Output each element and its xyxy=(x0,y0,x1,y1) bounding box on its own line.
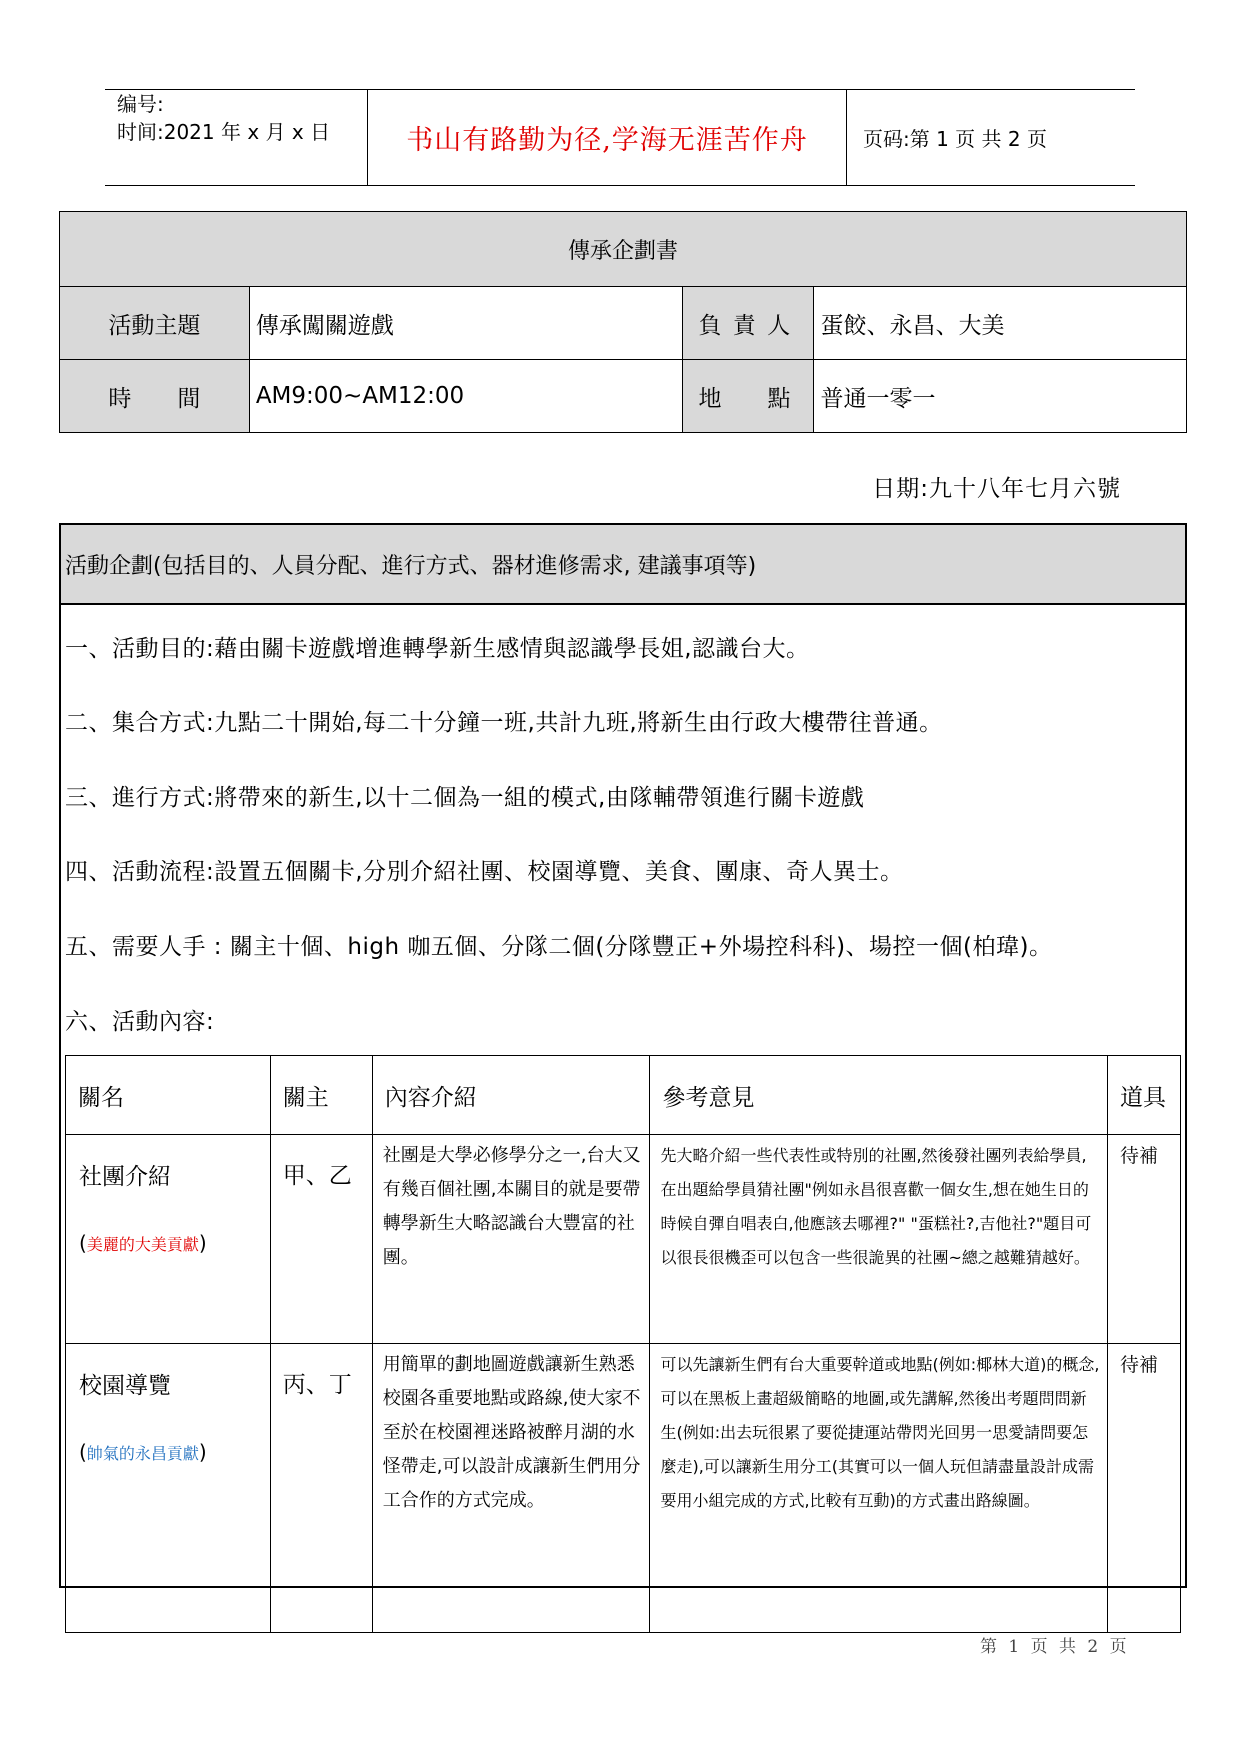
info-table xyxy=(59,211,1187,433)
time-label-cell: 時 間 xyxy=(60,360,250,433)
col-header-props: 道具 xyxy=(1108,1056,1181,1135)
station-name: 校園導覽 xyxy=(79,1373,171,1399)
plan-item: 六、活動內容: xyxy=(65,1009,215,1035)
activity-header-row xyxy=(66,1056,1181,1135)
time-label: 时间:2021 年 x 月 x 日 xyxy=(117,120,331,144)
station-cell xyxy=(66,1135,271,1344)
theme-value: 傳承闖關遊戲 xyxy=(249,287,682,360)
plan-item: 五、需要人手 : 關主十個、high 咖五個、分隊二個(分隊豐正+外場控科科)、場控一個(柏瑋)。 xyxy=(65,934,1053,960)
motto: 书山有路勤为径,学海无涯苦作舟 xyxy=(368,90,847,185)
contrib-open: ( xyxy=(79,1231,87,1255)
contrib-open: ( xyxy=(79,1440,87,1464)
place-value: 普通一零一 xyxy=(814,360,1187,433)
contributor-text: 帥氣的永昌貢獻 xyxy=(86,1444,199,1463)
page-footer: 第 1 页 共 2 页 xyxy=(980,1637,1130,1657)
header-meta xyxy=(105,90,368,185)
station-owner: 丙、丁 xyxy=(270,1344,372,1633)
owner-value: 蛋餃、永昌、大美 xyxy=(814,287,1187,360)
owner-label: 負 責 人 xyxy=(682,287,814,360)
table-row xyxy=(66,1135,1181,1344)
station-props: 待補 xyxy=(1108,1344,1181,1633)
station-name: 社團介紹 xyxy=(79,1164,171,1190)
station-cell xyxy=(66,1344,271,1633)
col-header-reference: 參考意見 xyxy=(650,1056,1108,1135)
contributor-text: 美麗的大美貢獻 xyxy=(86,1235,199,1254)
contributor xyxy=(67,1231,269,1255)
number-label: 编号: xyxy=(117,92,164,116)
contributor xyxy=(67,1440,269,1464)
plan-heading: 活動企劃(包括目的、人員分配、進行方式、器材進修需求, 建議事項等) xyxy=(61,525,1185,605)
col-header-name: 關名 xyxy=(66,1056,271,1135)
col-header-content: 內容介紹 xyxy=(372,1056,650,1135)
document-header xyxy=(105,89,1135,186)
station-reference: 可以先讓新生們有台大重要幹道或地點(例如:椰林大道)的概念,可以在黑板上畫超級簡略的地圖,或先講解,然後出考題問問新生(例如:出去玩很累了要從捷運站帶閃光回男一思愛請問要怎麼走),可以讓新生用分工(其實可以一個人玩但請盡量設計成需要用小組完成的方式,比較有互動)的方式畫出路線圖。 xyxy=(650,1344,1108,1633)
time-value: AM9:00~AM12:00 xyxy=(249,360,682,433)
activity-table xyxy=(65,1055,1181,1633)
contrib-close: ) xyxy=(198,1440,207,1464)
station-description: 用簡單的劃地圖遊戲讓新生熟悉校園各重要地點或路線,使大家不至於在校園裡迷路被醉月湖的水怪帶走,可以設計成讓新生們用分工合作的方式完成。 xyxy=(372,1344,650,1633)
station-description: 社團是大學必修學分之一,台大又有幾百個社團,本關目的就是要帶轉學新生大略認識台大豐富的社團。 xyxy=(372,1135,650,1344)
contrib-close: ) xyxy=(198,1231,207,1255)
plan-item: 二、集合方式:九點二十開始,每二十分鐘一班,共計九班,將新生由行政大樓帶往普通。 xyxy=(65,710,943,736)
page-info: 页码:第 1 页 共 2 页 xyxy=(863,127,1047,151)
col-header-owner: 關主 xyxy=(270,1056,372,1135)
place-label: 地 點 xyxy=(682,360,814,433)
plan-item: 四、活動流程:設置五個關卡,分別介紹社團、校園導覽、美食、團康、奇人異士。 xyxy=(65,859,904,885)
document-date: 日期:九十八年七月六號 xyxy=(872,476,1121,502)
station-owner: 甲、乙 xyxy=(270,1135,372,1344)
station-props: 待補 xyxy=(1108,1135,1181,1344)
station-reference: 先大略介紹一些代表性或特別的社團,然後發社團列表給學員,在出題給學員猜社團"例如永昌很喜歡一個女生,想在她生日的時候自彈自唱表白,他應該去哪裡?" "蛋糕社?,吉他社?"題目可以很長很機歪可以包含一些很詭異的社團~總之越難猜越好。 xyxy=(650,1135,1108,1344)
theme-label: 活動主題 xyxy=(60,287,250,360)
table-row xyxy=(66,1344,1181,1633)
document-title: 傳承企劃書 xyxy=(60,212,1187,287)
plan-item: 一、活動目的:藉由關卡遊戲增進轉學新生感情與認識學長姐,認識台大。 xyxy=(65,636,810,662)
plan-section xyxy=(59,523,1187,1588)
plan-item: 三、進行方式:將帶來的新生,以十二個為一組的模式,由隊輔帶領進行關卡遊戲 xyxy=(65,785,865,811)
